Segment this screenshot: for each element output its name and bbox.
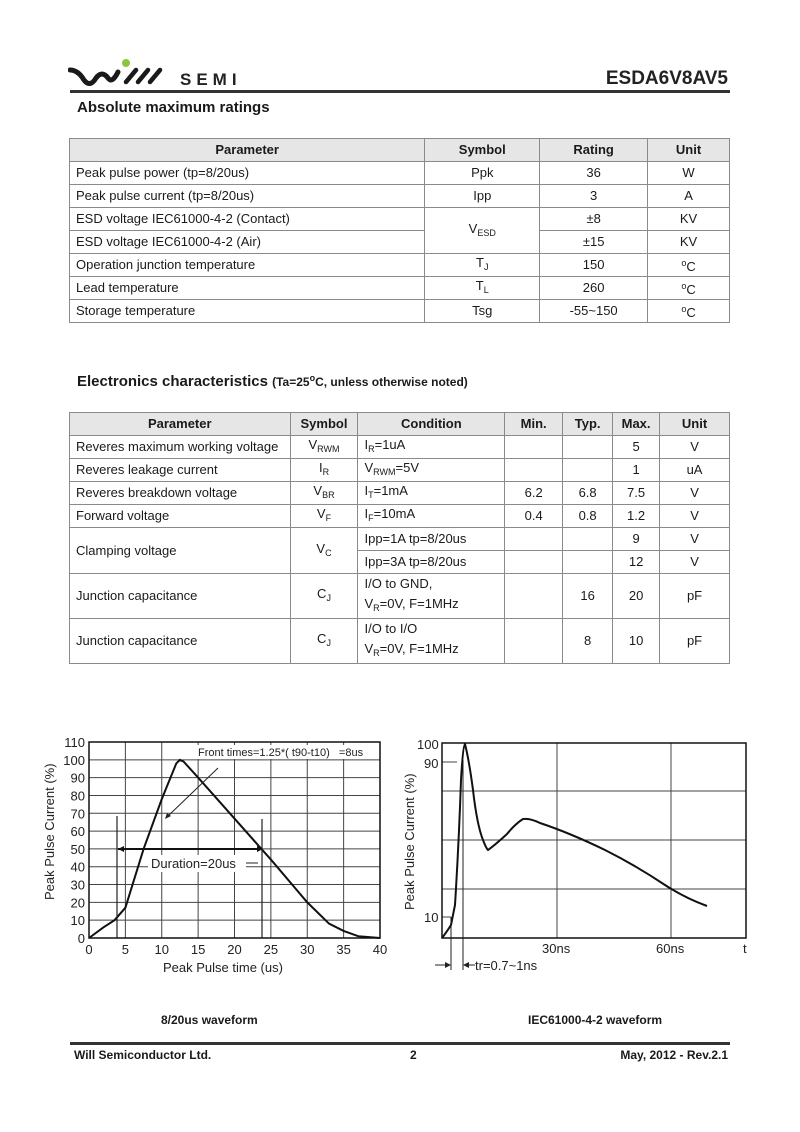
- cell-condition: [358, 436, 505, 459]
- cell-min: [505, 551, 563, 574]
- will-semi-logo: [68, 58, 268, 90]
- cell-symbol: Tsg: [425, 300, 540, 323]
- y-tick-label: 30: [70, 877, 85, 893]
- col-header: Symbol: [425, 139, 540, 162]
- chart1-grid: [89, 742, 380, 938]
- symbol-main: V: [468, 220, 478, 236]
- chart1-xlabel: Peak Pulse time (us): [163, 960, 283, 975]
- abs-max-title: Absolute maximum ratings: [77, 99, 270, 116]
- cell-symbol: [290, 459, 358, 482]
- cell-rating: 260: [540, 277, 648, 300]
- col-header: Unit: [660, 413, 730, 436]
- symbol-main: C: [317, 586, 327, 601]
- table-row: [70, 436, 730, 459]
- cond-sub: R: [368, 444, 375, 454]
- col-header: Typ.: [563, 413, 613, 436]
- cell-symbol: [290, 505, 358, 528]
- degree-sup: o: [681, 281, 687, 291]
- symbol-main: V: [316, 506, 326, 521]
- duration-label: Duration=20us: [151, 856, 236, 871]
- x-tick-label: 30: [300, 942, 315, 957]
- cond-line2: [364, 639, 498, 663]
- header-divider: [70, 90, 730, 93]
- cell-min: [505, 528, 563, 551]
- y-tick-label: 40: [70, 859, 85, 875]
- cell-parameter: ESD voltage IEC61000-4-2 (Air): [70, 231, 425, 254]
- table-row: [70, 574, 730, 619]
- table-row: [70, 528, 730, 551]
- cond-sub: T: [368, 490, 374, 500]
- cell-max: 7.5: [613, 482, 660, 505]
- y-tick-label: 90: [70, 770, 85, 786]
- cell-parameter: Junction capacitance: [70, 574, 291, 619]
- cell-max: 9: [613, 528, 660, 551]
- table-row: [70, 208, 730, 231]
- cond-sub: R: [373, 603, 380, 613]
- elec-note: [272, 375, 468, 389]
- y-tick-label: 100: [63, 752, 85, 768]
- cell-condition: [358, 482, 505, 505]
- cell-symbol: [425, 277, 540, 300]
- cell-typ: [563, 551, 613, 574]
- cell-typ: 16: [563, 574, 613, 619]
- elec-table: [69, 412, 730, 664]
- cell-max: 12: [613, 551, 660, 574]
- cond-line1: I/O to GND,: [364, 576, 433, 591]
- chart1-ylabel: Peak Pulse Current (%): [42, 763, 57, 900]
- cell-parameter: Reveres breakdown voltage: [70, 482, 291, 505]
- y-tick-label: 50: [70, 841, 85, 857]
- col-header: Max.: [613, 413, 660, 436]
- y-tick-label: 0: [77, 931, 85, 946]
- cell-symbol: Ipp: [425, 185, 540, 208]
- logo-mark-icon: [68, 58, 178, 90]
- cell-max: 1: [613, 459, 660, 482]
- cell-rating: ±8: [540, 208, 648, 231]
- y-tick-label: 20: [70, 895, 85, 911]
- footer-page-number: 2: [410, 1048, 417, 1062]
- cell-typ: 8: [563, 619, 613, 664]
- cell-unit: V: [660, 505, 730, 528]
- cond-line2: [364, 594, 498, 618]
- table-row: [70, 231, 730, 254]
- cell-rating: 36: [540, 162, 648, 185]
- xtick-30ns: 30ns: [542, 941, 571, 956]
- cell-condition: [358, 619, 505, 664]
- table-row: [70, 254, 730, 277]
- cell-parameter: ESD voltage IEC61000-4-2 (Contact): [70, 208, 425, 231]
- elec-title-text: Electronics characteristics: [77, 373, 268, 390]
- cell-rating: 150: [540, 254, 648, 277]
- cell-condition: [358, 459, 505, 482]
- symbol-main: C: [317, 631, 327, 646]
- cell-typ: 6.8: [563, 482, 613, 505]
- cell-unit: KV: [648, 208, 730, 231]
- chart2-caption: IEC61000-4-2 waveform: [528, 1013, 663, 1027]
- ytick-10: 10: [424, 910, 439, 925]
- col-header: Unit: [648, 139, 730, 162]
- cell-min: 0.4: [505, 505, 563, 528]
- logo-text: SEMI: [180, 70, 242, 89]
- y-tick-label: 60: [70, 824, 85, 840]
- symbol-sub: J: [326, 593, 331, 603]
- y-tick-label: 10: [70, 913, 85, 929]
- cell-max: 5: [613, 436, 660, 459]
- cell-symbol: [425, 254, 540, 277]
- abs-max-table: [69, 138, 730, 323]
- cell-parameter: Reveres leakage current: [70, 459, 291, 482]
- col-header: Symbol: [290, 413, 358, 436]
- cell-min: [505, 619, 563, 664]
- cell-unit: pF: [660, 619, 730, 664]
- chart2-curve: [442, 744, 707, 938]
- cell-typ: [563, 528, 613, 551]
- table-row: [70, 162, 730, 185]
- part-number: ESDA6V8AV5: [605, 68, 728, 89]
- cell-unit: uA: [660, 459, 730, 482]
- chart2-xlabel: t: [743, 941, 747, 956]
- cell-parameter: Forward voltage: [70, 505, 291, 528]
- cond-sub: RWM: [373, 467, 396, 477]
- cell-min: 6.2: [505, 482, 563, 505]
- table-row: [70, 277, 730, 300]
- col-header: Parameter: [70, 413, 291, 436]
- symbol-sub: C: [325, 547, 332, 558]
- table-row: [70, 185, 730, 208]
- table-header-row: [70, 413, 730, 436]
- cell-symbol: [290, 528, 358, 574]
- symbol-main: V: [313, 483, 323, 498]
- y-tick-label: 110: [64, 735, 85, 750]
- x-tick-label: 25: [263, 942, 279, 957]
- footer-divider: [70, 1042, 730, 1045]
- cond-main: V: [364, 641, 374, 656]
- unit-text: C: [686, 305, 696, 320]
- symbol-sub: J: [326, 638, 331, 648]
- cell-unit: V: [660, 528, 730, 551]
- cond-sub: F: [368, 513, 374, 523]
- y-tick-label: 80: [70, 788, 85, 804]
- cond-main: I: [364, 437, 369, 452]
- cell-unit: KV: [648, 231, 730, 254]
- cell-unit: pF: [660, 574, 730, 619]
- cell-rating: ±15: [540, 231, 648, 254]
- cell-min: [505, 459, 563, 482]
- cond-post: =1uA: [374, 437, 406, 452]
- symbol-sub: J: [484, 262, 489, 272]
- unit-text: C: [686, 259, 696, 274]
- table-row: [70, 482, 730, 505]
- cell-max: 1.2: [613, 505, 660, 528]
- x-tick-label: 10: [154, 942, 169, 957]
- x-tick-label: 15: [190, 942, 206, 957]
- cell-min: [505, 436, 563, 459]
- cell-unit: W: [648, 162, 730, 185]
- symbol-main: V: [308, 437, 318, 452]
- cell-unit: V: [660, 551, 730, 574]
- x-tick-label: 5: [121, 942, 129, 957]
- cell-parameter: Clamping voltage: [70, 528, 291, 574]
- note-degree: o: [309, 373, 316, 383]
- cell-symbol: [290, 619, 358, 664]
- cell-parameter: Storage temperature: [70, 300, 425, 323]
- cond-sub: R: [373, 648, 380, 658]
- cell-max: 20: [613, 574, 660, 619]
- cell-unit: [648, 277, 730, 300]
- cell-condition: [358, 574, 505, 619]
- table-header-row: [70, 139, 730, 162]
- cell-condition: [358, 505, 505, 528]
- cell-parameter: Operation junction temperature: [70, 254, 425, 277]
- col-header: Parameter: [70, 139, 425, 162]
- cell-parameter: Peak pulse power (tp=8/20us): [70, 162, 425, 185]
- table-row: [70, 300, 730, 323]
- cond-main: I: [364, 483, 369, 498]
- arrowhead-icon: [118, 846, 124, 852]
- symbol-sub: ESD: [477, 227, 496, 238]
- chart1-caption: 8/20us waveform: [161, 1013, 258, 1027]
- table-row: [70, 505, 730, 528]
- x-tick-label: 0: [85, 942, 93, 957]
- symbol-sub: BR: [322, 490, 335, 500]
- cell-parameter: Reveres maximum working voltage: [70, 436, 291, 459]
- cond-main: V: [364, 596, 374, 611]
- cond-post: =5V: [395, 460, 419, 475]
- cell-condition: Ipp=1A tp=8/20us: [358, 528, 505, 551]
- ytick-90: 90: [424, 756, 439, 771]
- cell-unit: [648, 300, 730, 323]
- note-pre: (Ta=25: [272, 375, 310, 389]
- cell-typ: 0.8: [563, 505, 613, 528]
- x-tick-label: 20: [227, 942, 242, 957]
- unit-text: C: [686, 282, 696, 297]
- chart-iec61000: [395, 720, 775, 990]
- cond-main: V: [364, 460, 374, 475]
- col-header: Rating: [540, 139, 648, 162]
- y-tick-label: 70: [70, 806, 85, 822]
- footer-revision: May, 2012 - Rev.2.1: [620, 1048, 728, 1062]
- cell-condition: Ipp=3A tp=8/20us: [358, 551, 505, 574]
- col-header: Min.: [505, 413, 563, 436]
- cell-parameter: Peak pulse current (tp=8/20us): [70, 185, 425, 208]
- cond-post: =0V, F=1MHz: [379, 596, 459, 611]
- symbol-main: V: [316, 540, 326, 556]
- cell-parameter: Junction capacitance: [70, 619, 291, 664]
- cell-symbol: [290, 482, 358, 505]
- chart1-x-ticks: [85, 942, 387, 957]
- cell-symbol: [290, 436, 358, 459]
- symbol-sub: R: [322, 467, 330, 477]
- tr-label: tr=0.7~1ns: [475, 958, 538, 973]
- xtick-60ns: 60ns: [656, 941, 685, 956]
- cell-unit: [648, 254, 730, 277]
- arrowhead-icon: [463, 962, 469, 968]
- symbol-main: T: [476, 255, 484, 270]
- cell-rating: 3: [540, 185, 648, 208]
- x-tick-label: 35: [336, 942, 351, 957]
- cell-symbol: Ppk: [425, 162, 540, 185]
- cond-post: =10mA: [373, 506, 416, 521]
- table-row: [70, 459, 730, 482]
- symbol-sub: L: [483, 285, 489, 295]
- cell-unit: A: [648, 185, 730, 208]
- cell-rating: -55~150: [540, 300, 648, 323]
- arrowhead-icon: [445, 962, 451, 968]
- cell-unit: V: [660, 436, 730, 459]
- cond-post: =1mA: [373, 483, 408, 498]
- note-post: C, unless otherwise noted): [315, 375, 468, 389]
- footer-company: Will Semiconductor Ltd.: [74, 1048, 212, 1062]
- cell-max: 10: [613, 619, 660, 664]
- symbol-main: T: [475, 278, 484, 293]
- symbol-sub: RWM: [317, 444, 340, 454]
- cell-min: [505, 574, 563, 619]
- ytick-100: 100: [417, 737, 439, 752]
- chart1-y-ticks: [63, 735, 85, 946]
- cell-symbol: [425, 208, 540, 254]
- cell-typ: [563, 436, 613, 459]
- degree-sup: o: [681, 304, 687, 314]
- cond-main: I: [364, 506, 369, 521]
- symbol-main: I: [318, 460, 323, 475]
- cell-parameter: Lead temperature: [70, 277, 425, 300]
- cond-post: =0V, F=1MHz: [379, 641, 459, 656]
- front-times-label: Front times=1.25*( t90-t10) =8us: [198, 747, 364, 759]
- x-tick-label: 40: [372, 942, 388, 957]
- table-row: [70, 619, 730, 664]
- chart2-ylabel: Peak Pulse Current (%): [402, 773, 417, 910]
- elec-title: [77, 373, 468, 390]
- cell-symbol: [290, 574, 358, 619]
- cell-unit: V: [660, 482, 730, 505]
- chart-8-20us: [0, 720, 400, 990]
- symbol-sub: F: [325, 513, 332, 523]
- col-header: Condition: [358, 413, 505, 436]
- degree-sup: o: [681, 258, 687, 268]
- cond-line1: I/O to I/O: [364, 621, 418, 636]
- cell-typ: [563, 459, 613, 482]
